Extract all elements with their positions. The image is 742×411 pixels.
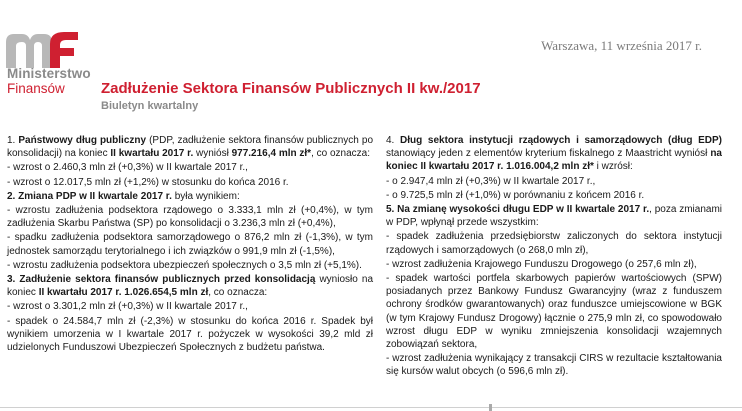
section-heading: Dług sektora instytucji rządowych i samorządowych (dług EDP)	[400, 135, 722, 146]
right-column	[386, 134, 722, 380]
bullet-item: - wzrost o 3.301,2 mln zł (+0,3%) w II kwartale 2017 r.,	[7, 301, 248, 313]
section-number: 3.	[7, 274, 20, 286]
section-number: 1.	[7, 135, 19, 146]
bullet-item: - o 9.725,5 mln zł (+1,0%) w porównaniu z końcem 2016 r.	[386, 189, 645, 201]
body-bold: 977.216,4 mln zł*	[231, 148, 312, 160]
document-title: Zadłużenie Sektora Finansów Publicznych II kw./2017	[101, 80, 481, 97]
body-text: , co oznacza:	[311, 148, 370, 160]
body-bold: na koniec II kwartału 2017 r. 1.016.004,2 mln zł*	[386, 148, 722, 173]
body-text: , poza zmianami w PDP, wpłynął przede wszystkim:	[386, 204, 723, 229]
bullet-item: - wzrost o 2.460,3 mln zł (+0,3%) w II kwartale 2017 r.,	[7, 162, 248, 174]
left-column	[7, 134, 373, 355]
bullet-item: - spadek zadłużenia przedsiębiorstw zaliczonych do sektora instytucji rządowych i samorządowych (o 268,0 mln zł),	[386, 231, 722, 256]
bullet-item: - wzrost zadłużenia Krajowego Funduszu Drogowego (o 257,6 mln zł),	[386, 258, 697, 270]
bullet-item: - spadek wartości portfela skarbowych papierów wartościowych (SPW) posiadanych przez Bankowy Fundusz Gwarancyjny (wraz z funduszem ochrony środków gwarantowanych) oraz funduszce umiejscowione w BGK (w tym Krajowy Fundusz Drogowy) łącznie o 275,9 mln zł, co spowodowało wzrost długu EDP w wyniku zmniejszenia konsolidacji wzajemnych zobowiązań sektora,	[386, 273, 722, 351]
ministry-name	[7, 66, 91, 96]
section-2-intro	[7, 190, 373, 203]
bullet-item: - wzrostu zadłużenia podsektora rządowego o 3.333,1 mln zł (+0,4%), w tym zadłużenia Skarbu Państwa (SP) po konsolidacji o 3.236,3 mln zł (+0,4%),	[7, 205, 373, 230]
section-number: 5.	[386, 204, 398, 216]
document-date: Warszawa, 11 września 2017 r.	[541, 38, 702, 53]
body-text: wyniosło na koniec	[7, 274, 374, 299]
section-heading: Zadłużenie sektora finansów publicznych przed konsolidacją	[19, 274, 316, 286]
page-divider	[0, 407, 742, 408]
section-4-intro	[386, 134, 722, 174]
body-bold: II kwartału 2017 r. 1.026.654,5 mln zł	[38, 287, 209, 299]
bullet-item: - spadek o 24.584,7 mln zł (-2,3%) w stosunku do końca 2016 r. Spadek był wynikiem umorzenia w I kwartale 2017 r. pożyczek w wysokości 39,2 mld zł udzielonych Funduszowi Ubezpieczeń Społecznych z budżetu państwa.	[7, 315, 373, 354]
section-heading: Na zmianę wysokości długu EDP w II kwartale 2017 r.	[397, 204, 650, 216]
bullet-item: - wzrost o 12.017,5 mln zł (+1,2%) w stosunku do końca 2016 r.	[7, 176, 289, 188]
bullet-item: - wzrostu zadłużenia podsektora ubezpieczeń społecznych o 3,5 mln zł (+5,1%).	[7, 259, 362, 271]
body-text: stanowiący jeden z elementów kryterium fiskalnego z Maastricht wyniósł	[386, 148, 711, 160]
bullet-item: - o 2.947,4 mln zł (+0,3%) w II kwartale 2017 r.,	[386, 175, 596, 187]
body-text: , co oznacza:	[208, 287, 268, 299]
bullet-item: - wzrost zadłużenia wynikający z transakcji CIRS w rezultacie kształtowania się kursów walut obcych (o 596,6 mln zł).	[386, 353, 722, 378]
body-text: i wzrósł:	[593, 161, 633, 173]
section-heading: Zmiana PDP w II kwartale 2017 r.	[18, 190, 172, 202]
section-3-intro	[7, 273, 373, 299]
body-text: (PDP, zadłużenie sektora finansów publicznych po konsolidacji) na koniec	[7, 135, 374, 160]
body-text: była wynikiem:	[171, 190, 240, 202]
section-1-intro	[7, 134, 373, 160]
section-5-intro	[386, 203, 722, 229]
ministry-logo-icon	[6, 30, 82, 68]
section-number: 4.	[386, 135, 401, 146]
ministry-name-line1: Ministerstwo	[7, 66, 91, 81]
section-number: 2.	[7, 190, 19, 202]
body-bold: II kwartału 2017 r.	[110, 148, 194, 160]
ministry-name-line2: Finansów	[7, 81, 65, 96]
column-marker	[489, 404, 492, 411]
document-subtitle: Biuletyn kwartalny	[101, 100, 199, 112]
bullet-item: - spadku zadłużenia podsektora samorządowego o 876,2 mln zł (-1,3%), w tym jednostek samorządu terytorialnego i ich związków o 991,9 mln zł (-1,5%),	[7, 232, 373, 257]
section-heading: Państwowy dług publiczny	[18, 135, 147, 146]
body-text: wyniósł	[193, 148, 232, 160]
